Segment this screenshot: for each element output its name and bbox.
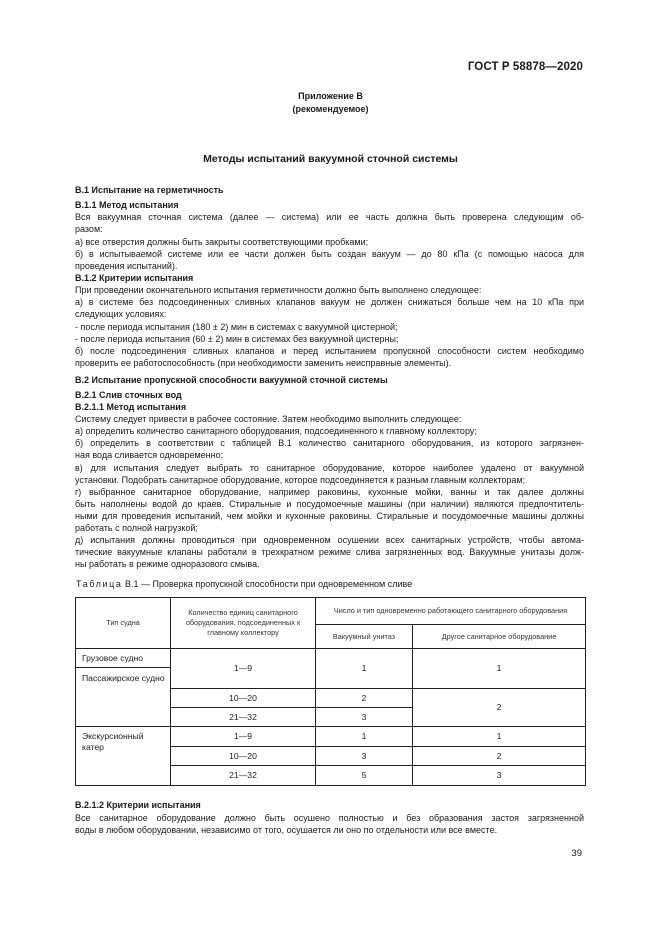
list-item-g: г) выбранное санитарное оборудование, например раковины, кухонные мойки, ванны и так далее должны <box>75 487 584 497</box>
paragraph-line: При проведении окончательного испытания герметичности должно быть выполнено следующее: <box>75 285 482 295</box>
header-ship-type: Тип судна <box>76 598 171 649</box>
paragraph-line: ными для проведения испытаний, чем мойки и кухонные раковины. Стиральные и посудомоечные машины должны <box>75 511 584 521</box>
table-cell-count: 21—32 <box>171 708 316 727</box>
paragraph-line: тические вакуумные клапаны работали в трехкратном режиме слива загрязненных вод. Вакуумные унитазы долж- <box>75 547 584 557</box>
table-caption-text: В.1 — Проверка пропускной способности при одновременном сливе <box>122 579 413 589</box>
header-other-equipment: Другое санитарное оборудование <box>413 625 586 649</box>
table-cell-other: 1 <box>413 649 586 689</box>
list-item-b: б) после подсоединения сливных клапанов и перед испытанием пропускной способности систем необходимо <box>75 346 584 356</box>
list-item-d: д) испытания должны проводиться при одновременном осушении всех санитарных устройств, чтобы автома- <box>75 535 584 545</box>
paragraph-line: Систему следует привести в рабочее состояние. Затем необходимо выполнить следующее: <box>75 414 462 424</box>
list-item-b: б) в испытываемой системе или ее части должен быть создан вакуум — до 80 кПа (с помощью насоса для <box>75 249 584 259</box>
table-b1 <box>75 597 586 786</box>
paragraph-line: установки. Подобрать санитарное оборудование, которое подсоединяется к разным главным коллекторам; <box>75 475 526 485</box>
table-cell-vac: 2 <box>316 689 413 708</box>
table-cell-count: 1—9 <box>171 727 316 747</box>
table-cell-count: 10—20 <box>171 747 316 766</box>
list-item-b: б) определить в соответствии с таблицей В.1 количество санитарного оборудования, из которого загрязнен- <box>75 438 584 448</box>
paragraph-line: Вся вакуумная сточная система (далее — система) или ее часть должна быть проверена следующим об- <box>75 212 584 222</box>
table-caption-prefix: Таблица <box>76 579 123 589</box>
section-heading-b11: В.1.1 Метод испытания <box>75 200 179 210</box>
paragraph-line: разом: <box>75 224 103 234</box>
section-heading-b2: В.2 Испытание пропускной способности вакуумной сточной системы <box>75 375 388 385</box>
paragraph-line: следующих условиях: <box>75 309 167 319</box>
table-cell-count: 10—20 <box>171 689 316 708</box>
page-number: 39 <box>571 848 582 859</box>
section-heading-b12: В.1.2 Критерии испытания <box>75 273 194 283</box>
paragraph-line: ная вода сливается одновременно; <box>75 450 224 460</box>
header-simultaneous-group: Число и тип одновременно работающего санитарного оборудования <box>316 598 586 625</box>
standard-header: ГОСТ Р 58878—2020 <box>467 61 583 73</box>
header-equipment-count: Количество единиц санитарного оборудования, подсоединенных к главному коллектору <box>171 598 316 649</box>
paragraph-line: Все санитарное оборудование должно быть осушено полностью и без образования застоя загрязненной <box>75 813 584 823</box>
table-cell-other: 2 <box>413 689 586 727</box>
paragraph-line: работать с полной нагрузкой; <box>75 523 198 533</box>
table-cell-ship: Пассажирское судно <box>76 668 171 727</box>
paragraph-line: воды в любом оборудовании, независимо от того, осушается ли оно по отдельности или все вместе. <box>75 825 498 835</box>
section-heading-b212: В.2.1.2 Критерии испытания <box>75 800 201 810</box>
paragraph-line: проверить ее работоспособность (при необходимости заменить неисправные элементы). <box>75 358 452 368</box>
table-cell-vac: 5 <box>316 766 413 786</box>
paragraph-line: быть наполнены водой до краев. Стиральные и посудомоечные машины (при наличии) являются предпочтитель- <box>75 499 584 509</box>
table-cell-vac: 3 <box>316 708 413 727</box>
table-cell-vac: 3 <box>316 747 413 766</box>
paragraph-line: проведения испытаний). <box>75 261 178 271</box>
list-item-a: а) определить количество санитарного оборудования, подсоединенного к главному коллектору; <box>75 426 477 436</box>
table-cell-other: 3 <box>413 766 586 786</box>
list-item-a: а) все отверстия должны быть закрыты соответствующими пробками; <box>75 237 369 247</box>
table-cell-count: 21—32 <box>171 766 316 786</box>
list-item-c: в) для испытания следует выбрать то санитарное оборудование, которое наиболее удалено от вакуумной <box>75 463 584 473</box>
section-heading-b211: В.2.1.1 Метод испытания <box>75 402 187 412</box>
table-cell-ship: Грузовое судно <box>76 649 171 668</box>
dash-item: - после периода испытания (180 ± 2) мин в системах с вакуумной цистерной; <box>75 322 398 332</box>
dash-item: - после периода испытания (60 ± 2) мин в системах без вакуумной цистерны; <box>75 334 399 344</box>
table-cell-other: 2 <box>413 747 586 766</box>
document-title: Методы испытаний вакуумной сточной системы <box>203 153 458 165</box>
appendix-title: Приложение В <box>298 91 363 101</box>
table-caption <box>76 579 412 589</box>
section-heading-b1: В.1 Испытание на герметичность <box>75 185 224 195</box>
table-cell-vac: 1 <box>316 727 413 747</box>
list-item-a: а) в системе без подсоединенных сливных клапанов вакуум не должен снижаться больше чем на 10 кПа при <box>75 297 584 307</box>
appendix-subtitle: (рекомендуемое) <box>292 104 369 114</box>
table-cell-vac: 1 <box>316 649 413 689</box>
table-cell-other: 1 <box>413 727 586 747</box>
table-cell-ship: Экскурсионный катер <box>76 727 171 786</box>
paragraph-line: ны работать в режиме одноразового смыва. <box>75 559 260 569</box>
table-cell-count: 1—9 <box>171 649 316 689</box>
header-vacuum-toilet: Вакуумный унитаз <box>316 625 413 649</box>
section-heading-b21: В.2.1 Слив сточных вод <box>75 390 182 400</box>
